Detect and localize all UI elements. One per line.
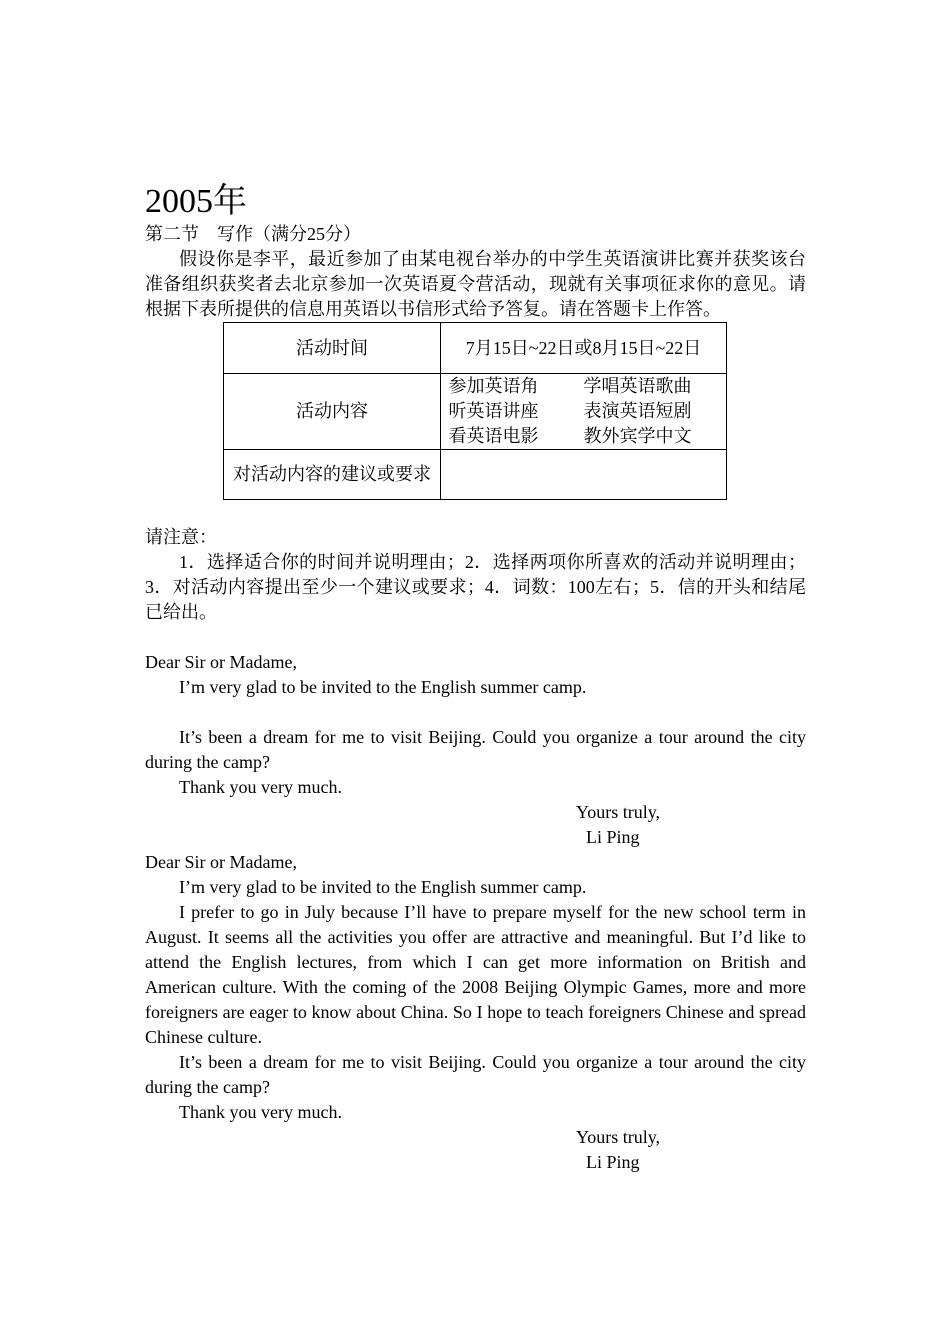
letter-thanks: Thank you very much. [179, 1102, 342, 1122]
table-row [224, 323, 727, 374]
letter-template [145, 650, 806, 850]
spacer [145, 625, 806, 650]
notes-title: 请注意： [145, 527, 217, 547]
letter-opening: I’m very glad to be invited to the English summer camp. [179, 677, 587, 697]
activity-item: 参加英语角 [448, 376, 539, 396]
letter-signature: Li Ping [586, 827, 640, 847]
activity-table [223, 322, 727, 500]
row-value-time: 7月15日~22日或8月15日~22日 [441, 323, 727, 374]
table-row [224, 374, 727, 450]
activity-list [445, 374, 722, 449]
activity-item: 学唱英语歌曲 [583, 376, 692, 396]
letter-closing-paragraph: It’s been a dream for me to visit Beijing. Could you organize a tour around the city during the camp? [145, 727, 806, 772]
year-heading: 2005年 [145, 183, 247, 220]
letter-salutation: Dear Sir or Madame, [145, 852, 297, 872]
notes-text: 1．选择适合你的时间并说明理由；2．选择两项你所喜欢的活动并说明理由；3．对活动内容提出至少一个建议或要求；4．词数：100左右；5．信的开头和结尾已给出。 [145, 552, 806, 622]
activity-item: 听英语讲座 [448, 401, 539, 421]
section-title: 第二节 写作（满分25分） [145, 224, 361, 244]
letter-signoff: Yours truly, [576, 1127, 661, 1147]
activity-item: 看英语电影 [448, 426, 539, 446]
letter-thanks: Thank you very much. [179, 777, 342, 797]
row-label-suggestion: 对活动内容的建议或要求 [224, 450, 441, 500]
activity-item: 教外宾学中文 [583, 426, 692, 446]
table-row [224, 450, 727, 500]
letter-signature: Li Ping [586, 1152, 640, 1172]
row-value-suggestion [441, 450, 727, 500]
letter-sample [145, 850, 806, 1175]
spacer [145, 500, 806, 525]
spacer [145, 700, 806, 725]
activity-item: 表演英语短剧 [583, 401, 692, 421]
letter-salutation: Dear Sir or Madame, [145, 652, 297, 672]
writing-prompt: 假设你是李平，最近参加了由某电视台举办的中学生英语演讲比赛并获奖该台准备组织获奖者去北京参加一次英语夏令营活动，现就有关事项征求你的意见。请根据下表所提供的信息用英语以书信形式给予答复。请在答题卡上作答。 [145, 249, 806, 319]
document-page [145, 182, 806, 1175]
letter-closing-paragraph: It’s been a dream for me to visit Beijing. Could you organize a tour around the city during the camp? [145, 1052, 806, 1097]
row-label-time: 活动时间 [224, 323, 441, 374]
letter-signoff: Yours truly, [576, 802, 661, 822]
letter-opening: I’m very glad to be invited to the English summer camp. [179, 877, 587, 897]
row-value-content [441, 374, 727, 450]
row-label-content: 活动内容 [224, 374, 441, 450]
letter-body: I prefer to go in July because I’ll have to prepare myself for the new school term in August. It seems all the activities you offer are attractive and meaningful. But I’d like to attend the English lectures, from which I can get more information on British and American culture. With the coming of the 2008 Beijing Olympic Games, more and more foreigners are eager to know about China. So I hope to teach foreigners Chinese and spread Chinese culture. [145, 902, 806, 1047]
